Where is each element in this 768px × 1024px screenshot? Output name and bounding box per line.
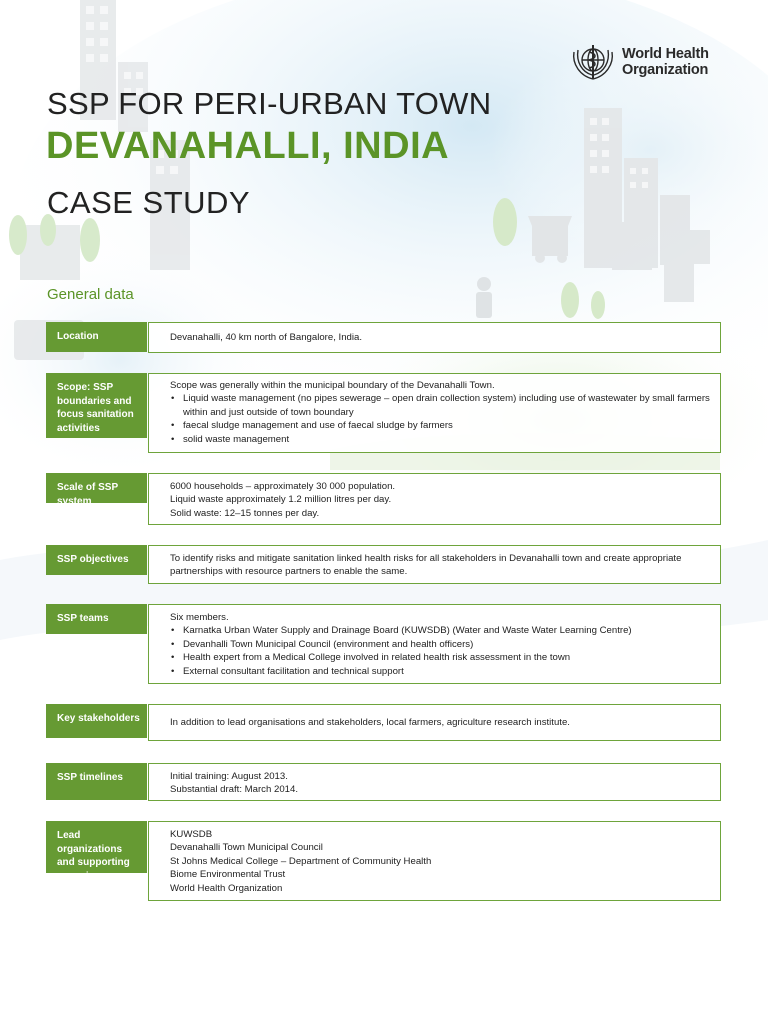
row-line: Biome Environmental Trust: [170, 869, 286, 881]
logo-line-2: Organization: [622, 62, 709, 78]
row-content: [148, 763, 721, 801]
row-line: KUWSDB: [170, 829, 213, 840]
title-line-2: DEVANAHALLI, INDIA: [46, 125, 450, 167]
row-label: Scale of SSP system: [46, 473, 147, 503]
row-line: 6000 households – approximately 30 000 population.: [170, 481, 396, 492]
who-emblem-icon: [570, 42, 616, 82]
row-line: World Health Organization: [170, 882, 283, 894]
bullet-list: [170, 392, 712, 446]
row-label: SSP teams: [46, 604, 147, 634]
bullet-item: • External consultant facilitation and technical support: [170, 665, 712, 678]
row-content: [148, 545, 721, 584]
who-logo-text: [622, 46, 709, 78]
row-content: [148, 704, 721, 741]
bullet-item: • solid waste management: [170, 433, 712, 446]
row-line: Six members.: [170, 612, 229, 623]
bullet-item: • faecal sludge management and use of faecal sludge by farmers: [170, 419, 712, 432]
bullet-item: • Karnatka Urban Water Supply and Drainage Board (KUWSDB) (Water and Waste Water Learning Centre): [170, 624, 712, 637]
logo-line-1: World Health: [622, 46, 709, 62]
row-line: Liquid waste approximately 1.2 million litres per day.: [170, 494, 392, 506]
row-line: Devanahalli, 40 km north of Bangalore, India.: [170, 332, 362, 343]
row-label: SSP objectives: [46, 545, 147, 575]
row-line: Solid waste: 12–15 tonnes per day.: [170, 507, 320, 519]
row-label: SSP timelines: [46, 763, 147, 800]
row-content: [148, 821, 721, 901]
row-content: [148, 373, 721, 453]
row-label: Lead organizations and supporting agencies: [46, 821, 147, 873]
row-content: [148, 322, 721, 353]
bullet-item: • Devanhalli Town Municipal Council (environment and health officers): [170, 638, 712, 651]
row-content: [148, 473, 721, 525]
row-label: Key stakeholders: [46, 704, 147, 738]
who-logo: [570, 42, 709, 82]
row-line: Scope was generally within the municipal boundary of the Devanahalli Town.: [170, 380, 495, 391]
title-line-1: SSP FOR PERI-URBAN TOWN: [47, 86, 492, 121]
row-line: Initial training: August 2013.: [170, 771, 288, 782]
row-label: Scope: SSP boundaries and focus sanitation activities: [46, 373, 147, 438]
row-line: Substantial draft: March 2014.: [170, 784, 298, 796]
section-heading-general-data: General data: [47, 286, 134, 303]
bullet-item: • Liquid waste management (no pipes sewerage – open drain collection system) including use of wastewater by small farmers within and just outside of town boundary: [170, 392, 712, 419]
row-line: In addition to lead organisations and stakeholders, local farmers, agriculture research institute.: [170, 717, 570, 728]
row-content: [148, 604, 721, 684]
title-line-3: CASE STUDY: [47, 185, 251, 220]
row-line: St Johns Medical College – Department of Community Health: [170, 855, 432, 867]
row-label: Location: [46, 322, 147, 352]
bullet-list: [170, 624, 712, 678]
bullet-item: • Health expert from a Medical College involved in related health risk assessment in the town: [170, 651, 712, 664]
row-line: Devanahalli Town Municipal Council: [170, 842, 323, 854]
row-line: To identify risks and mitigate sanitation linked health risks for all stakeholders in Devanahalli town and create appropriate partnerships with resource partners to enable the same.: [170, 553, 682, 578]
